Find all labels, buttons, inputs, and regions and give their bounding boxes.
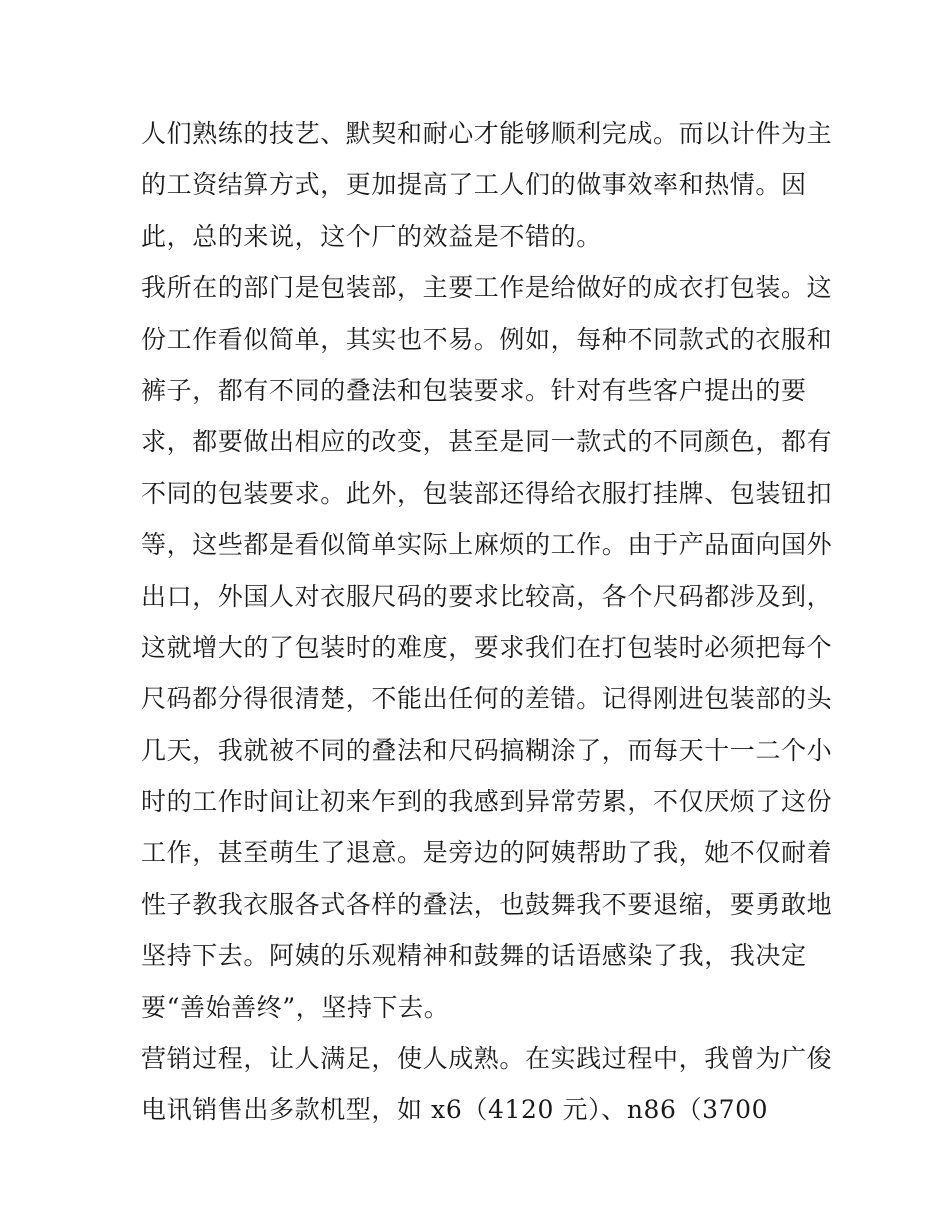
text-line: 性子教我衣服各式各样的叠法，也鼓舞我不要退缩，要勇敢地 <box>141 889 833 919</box>
text-line: 的工资结算方式，更加提高了工人们的做事效率和热情。因 <box>141 170 807 200</box>
text-line: 尺码都分得很清楚，不能出任何的差错。记得刚进包装部的头 <box>141 684 833 714</box>
text-line: 等，这些都是看似简单实际上麻烦的工作。由于产品面向国外 <box>141 530 833 560</box>
text-line: 坚持下去。阿姨的乐观精神和鼓舞的话语感染了我，我决定 <box>141 941 807 971</box>
text-line: 电讯销售出多款机型，如 x6（4120 元）、n86（3700 <box>141 1095 769 1125</box>
document-body <box>141 108 833 1136</box>
text-line: 几天，我就被不同的叠法和尺码搞糊涂了，而每天十一二个小 <box>141 735 833 765</box>
text-line: 此，总的来说，这个厂的效益是不错的。 <box>141 221 602 251</box>
text-line: 要“善始善终”，坚持下去。 <box>141 992 450 1022</box>
text-line: 出口，外国人对衣服尺码的要求比较高，各个尺码都涉及到， <box>141 581 833 611</box>
text-line: 营销过程，让人满足，使人成熟。在实践过程中，我曾为广俊 <box>141 1044 833 1074</box>
text-line: 份工作看似简单，其实也不易。例如，每种不同款式的衣服和 <box>141 324 833 354</box>
text-line: 时的工作时间让初来乍到的我感到异常劳累，不仅厌烦了这份 <box>141 787 833 817</box>
text-line: 裤子，都有不同的叠法和包装要求。针对有些客户提出的要 <box>141 375 807 405</box>
text-line: 人们熟练的技艺、默契和耐心才能够顺利完成。而以计件为主 <box>141 119 833 148</box>
text-line: 这就增大的了包装时的难度，要求我们在打包装时必须把每个 <box>141 632 833 662</box>
text-line: 工作，甚至萌生了退意。是旁边的阿姨帮助了我，她不仅耐着 <box>141 838 833 868</box>
text-line: 我所在的部门是包装部，主要工作是给做好的成衣打包装。这 <box>141 273 833 303</box>
text-line: 求，都要做出相应的改变，甚至是同一款式的不同颜色，都有 <box>141 427 833 457</box>
text-line: 不同的包装要求。此外，包装部还得给衣服打挂牌、包装钮扣 <box>141 478 833 508</box>
